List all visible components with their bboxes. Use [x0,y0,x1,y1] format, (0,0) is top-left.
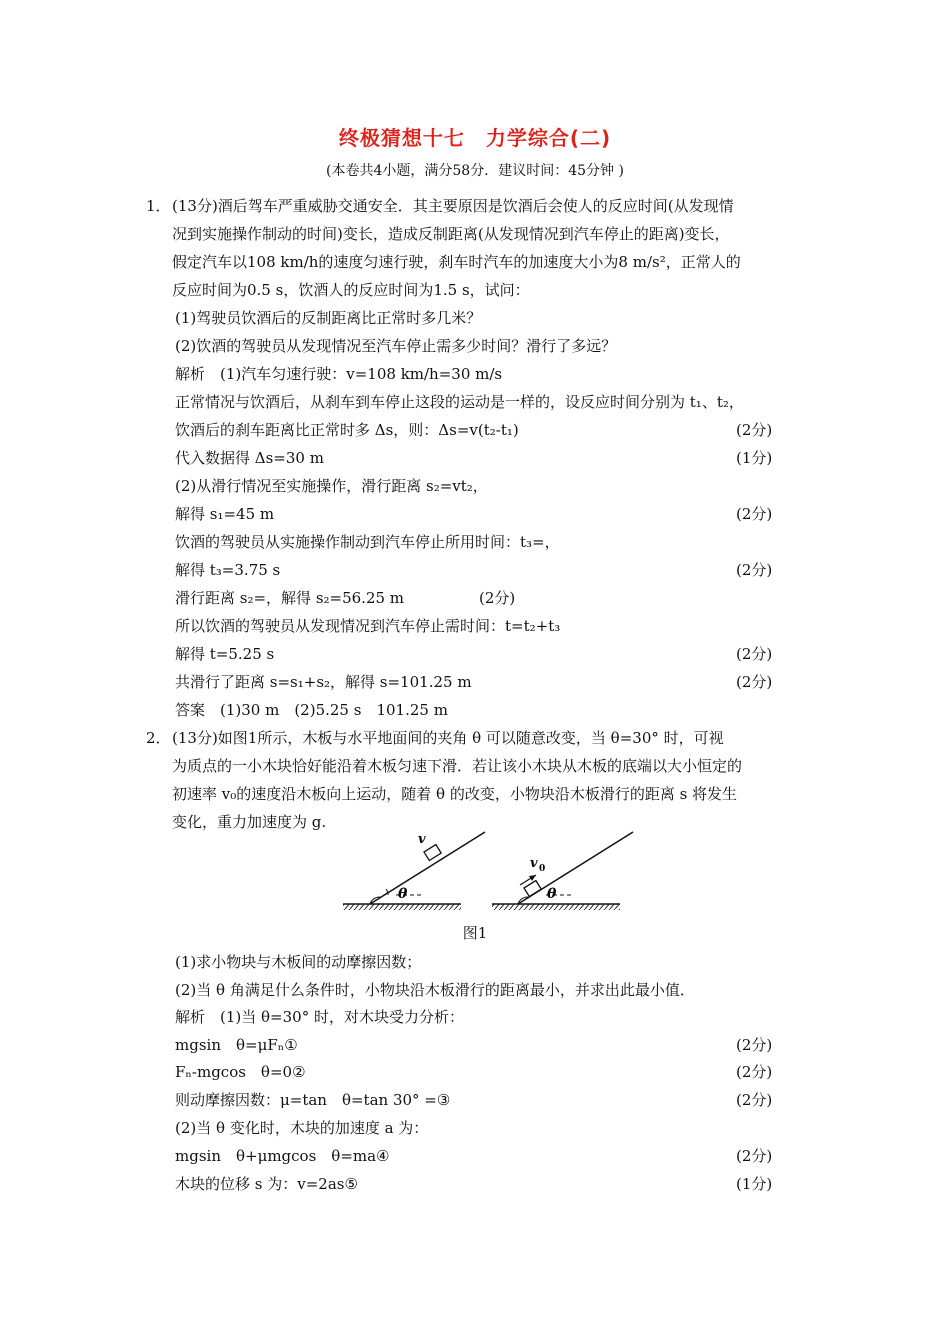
text-line: 木块的位移 s 为：v=2as⑤ [175,1175,358,1193]
text-line: (1)求小物块与木板间的动摩擦因数； [175,953,422,971]
score-label: (2分) [736,561,773,579]
score-label: (2分) [736,505,773,523]
text-line: (13分)如图1所示，木板与水平地面间的夹角 θ 可以随意改变，当 θ=30° 时，可视 [172,729,724,747]
label-v0-sub: 0 [539,864,546,874]
text-line: 共滑行了距离 s=s₁+s₂，解得 s=101.25 m [175,673,472,691]
text-line: Fₙ-mgcos θ=0② [175,1063,306,1081]
text-line: 所以饮酒的驾驶员从发现情况到汽车停止需时间：t=t₂+t₃ [175,617,561,635]
text-line: 假定汽车以108 km/h的速度匀速行驶，刹车时汽车的加速度大小为8 m/s²，正常人的 [172,253,741,271]
score-label: (2分) [736,645,773,663]
score-label: (2分) [736,1147,773,1165]
incline-left [343,832,485,910]
score-label: (2分) [736,1063,773,1081]
text-line: 为质点的一小木块恰好能沿着木板匀速下滑．若让该小木块从木板的底端以大小恒定的 [172,757,743,775]
text-line: 解得 s₁=45 m [175,505,275,523]
label-v0: v [530,856,538,871]
text-line: (2)当 θ 变化时，木块的加速度 a 为： [175,1119,429,1137]
question-number: 1． [146,197,171,215]
text-line: 解析 (1)当 θ=30° 时，对木块受力分析： [175,1008,464,1026]
text-line: 反应时间为0.5 s，饮酒人的反应时间为1.5 s，试问： [172,281,530,299]
text-line: 答案 (1)30 m (2)5.25 s 101.25 m [175,701,448,719]
text-line: 代入数据得 Δs=30 m [175,449,324,467]
page-subtitle: (本卷共4小题，满分58分．建议时间：45分钟 ) [326,163,624,179]
score-label: (1分) [736,1175,773,1193]
label-v: v [418,832,426,847]
incline-diagram [340,825,640,920]
page-title: 终极猜想十七 力学综合(二) [338,126,612,150]
score-label: (2分) [736,673,773,691]
text-line: 况到实施操作制动的时间)变长，造成反制距离(从发现情况到汽车停止的距离)变长， [172,225,730,243]
text-line: mgsin θ+μmgcos θ=ma④ [175,1147,390,1165]
question-number: 2． [146,729,171,747]
score-label: (2分) [736,1036,773,1054]
figure-caption: 图1 [462,924,488,942]
text-line: 解得 t₃=3.75 s [175,561,281,579]
label-theta-right: θ [547,886,557,902]
figure-1 [340,825,640,924]
text-line: (1)驾驶员饮酒后的反制距离比正常时多几米？ [175,309,482,327]
score-label: (2分) [736,421,773,439]
text-line: 正常情况与饮酒后，从刹车到车停止这段的运动是一样的，设反应时间分别为 t₁、t₂， [175,393,744,411]
text-line: (2)饮酒的驾驶员从发现情况至汽车停止需多少时间？滑行了多远？ [175,337,617,355]
text-line: 解得 t=5.25 s [175,645,275,663]
text-line: 变化，重力加速度为 g. [172,813,327,831]
text-line: 饮酒后的刹车距离比正常时多 Δs，则：Δs=v(t₂-t₁) [175,421,519,439]
label-theta-left: θ [398,886,408,902]
text-line: (2)从滑行情况至实施操作，滑行距离 s₂=vt₂， [175,477,488,495]
score-label: (1分) [736,449,773,467]
incline-right [492,832,633,910]
text-line: mgsin θ=μFₙ① [175,1036,298,1054]
text-line: (2)当 θ 角满足什么条件时，小物块沿木板滑行的距离最小，并求出此最小值． [175,981,695,999]
text-line: 初速率 v₀的速度沿木板向上运动，随着 θ 的改变，小物块沿木板滑行的距离 s 将发生 [172,785,738,803]
text-line: 滑行距离 s₂=，解得 s₂=56.25 m (2分) [175,589,516,607]
text-line: (13分)酒后驾车严重威胁交通安全．其主要原因是饮酒后会使人的反应时间(从发现情 [172,197,734,215]
score-label: (2分) [736,1091,773,1109]
text-line: 则动摩擦因数：μ=tan θ=tan 30° =③ [175,1091,451,1109]
text-line: 饮酒的驾驶员从实施操作制动到汽车停止所用时间：t₃=， [175,533,560,551]
text-line: 解析 (1)汽车匀速行驶：v=108 km/h=30 m/s [175,365,503,383]
